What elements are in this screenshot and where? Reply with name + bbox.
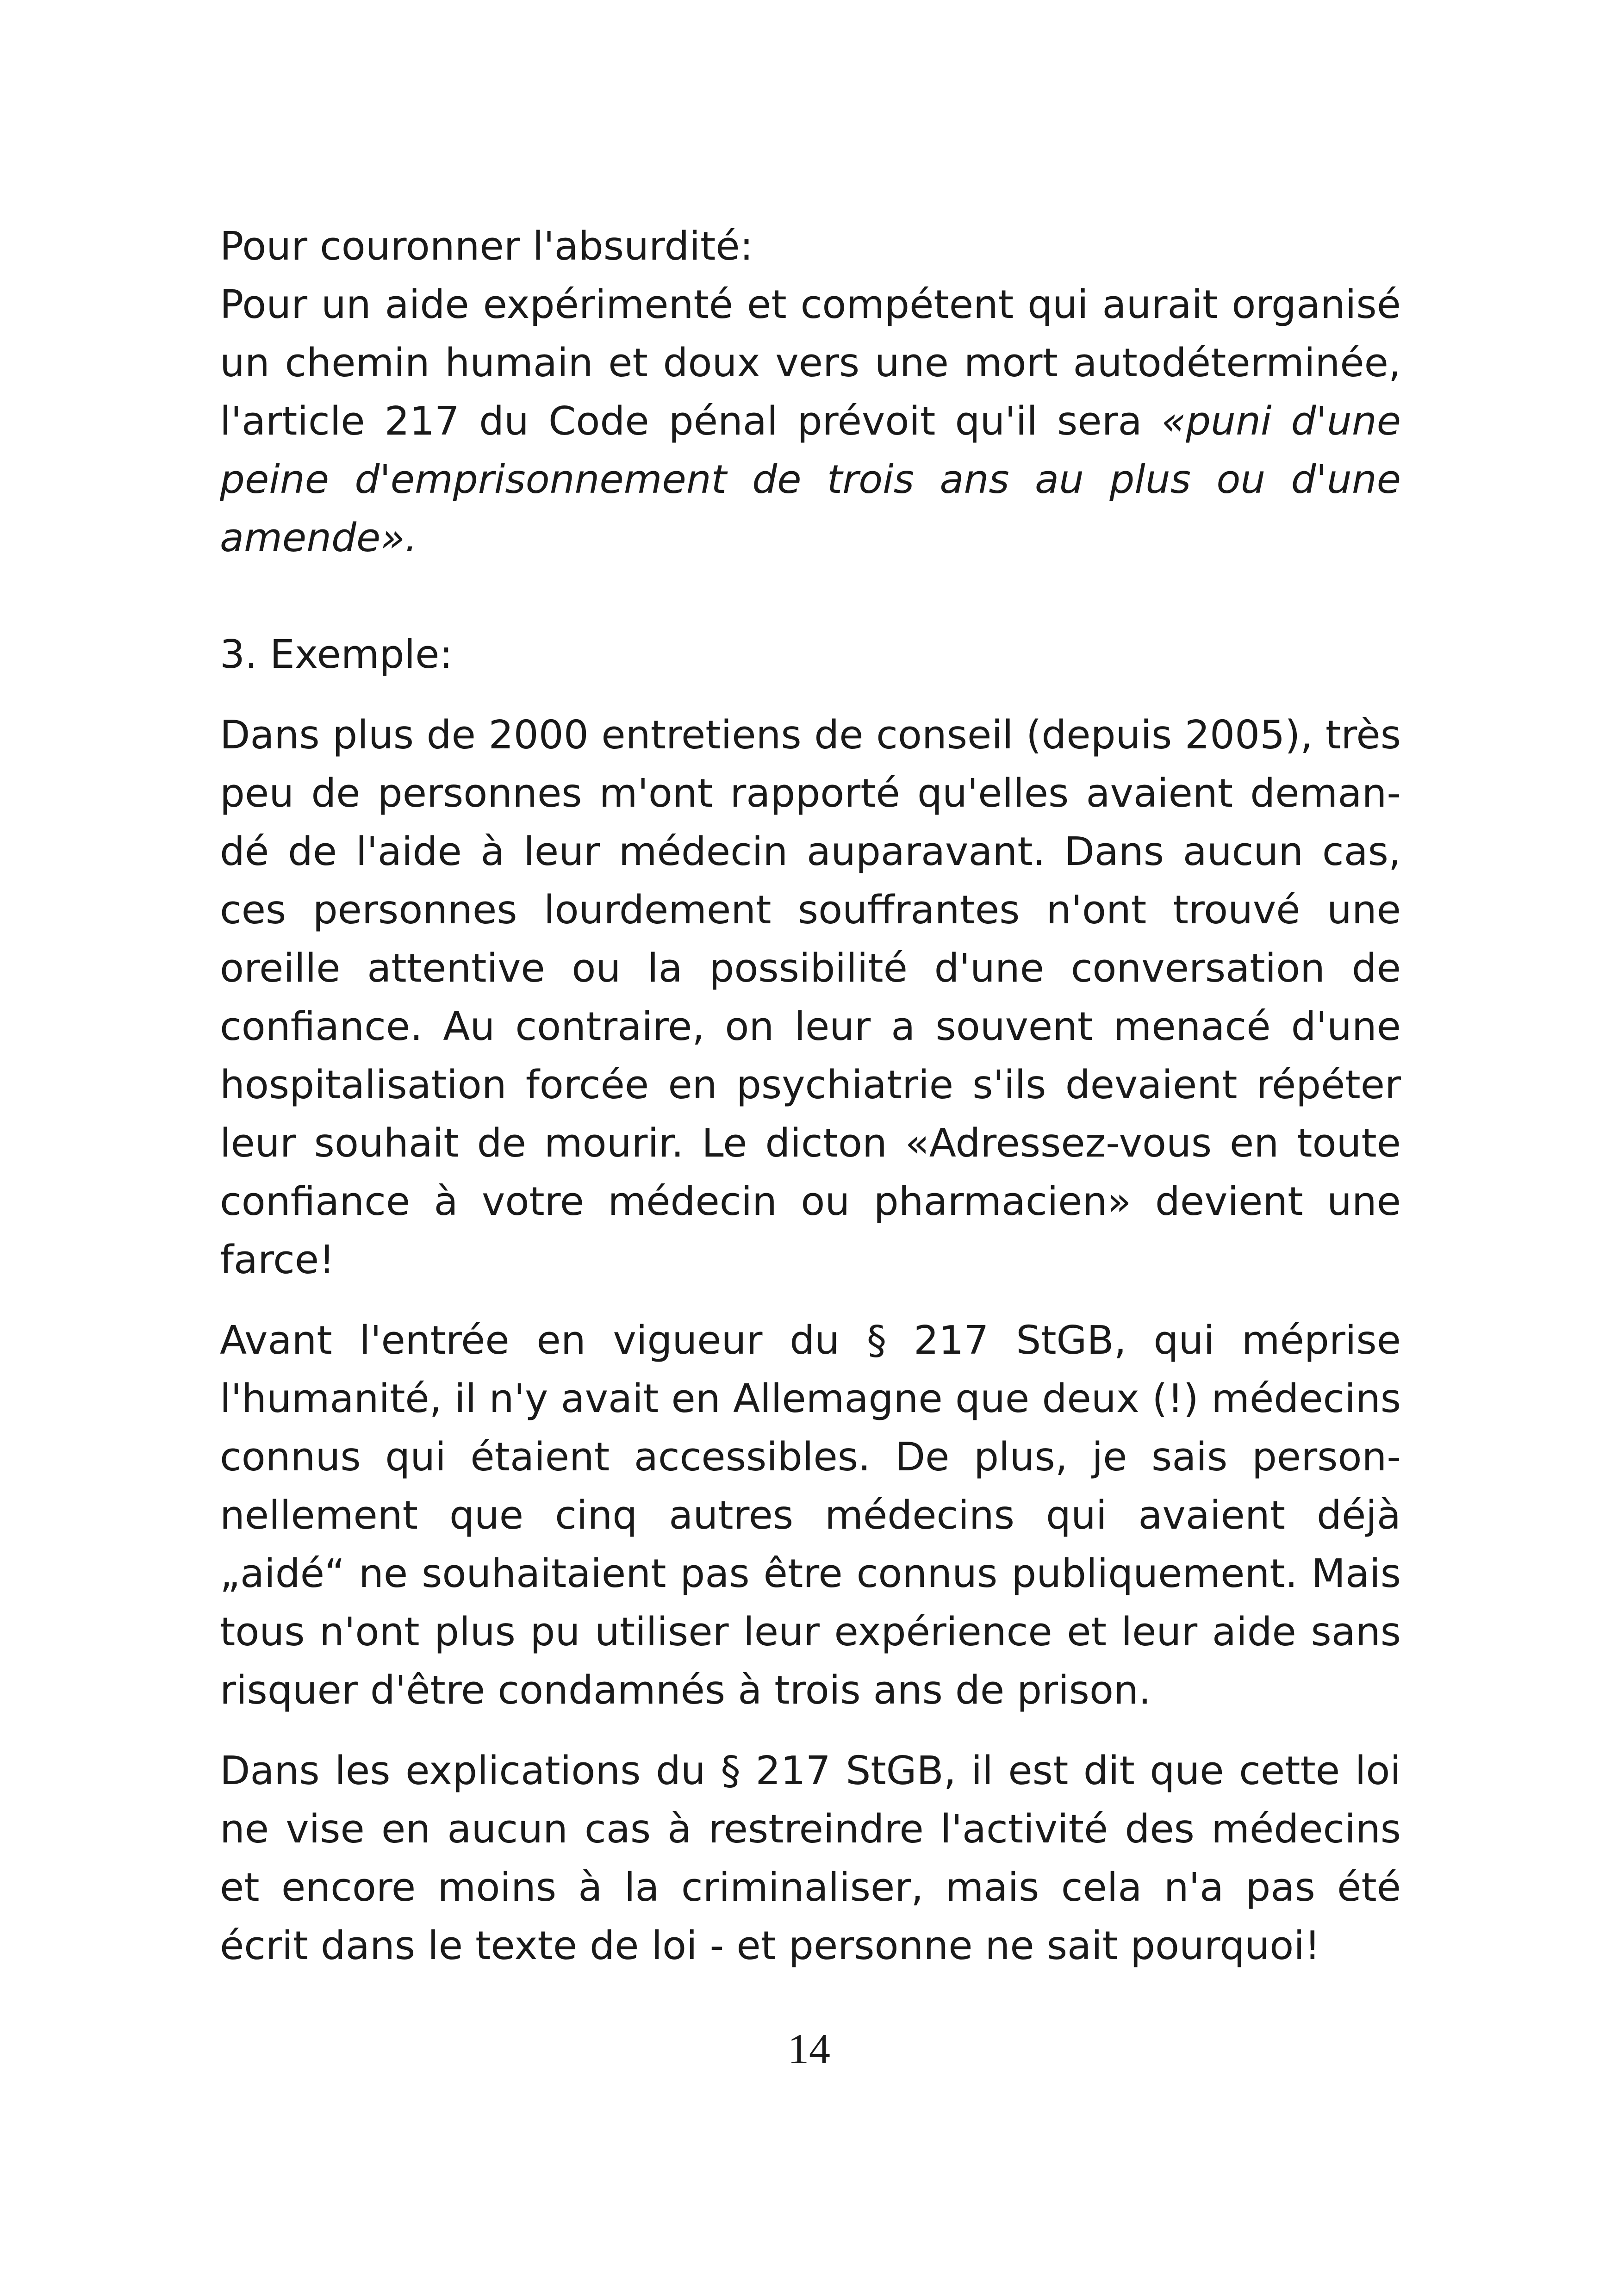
- paragraph-explanations: Dans les explications du § 217 StGB, il est dit que cette loi ne vise en aucun cas à restreindre l'activité des médecins et encore moins à la criminaliser, mais cela n'a pas été écrit dans le texte de loi - et personne ne sait pourquoi!: [220, 1748, 1401, 1969]
- paragraph-consultations: Dans plus de 2000 entretiens de conseil (depuis 2005), très peu de personnes m'ont rapporté qu'elles avaient demandé de l'aide à leur médecin auparavant. Dans aucun cas, ces personnes lourdement souffrantes n'ont trouvé une oreille attentive ou la possibilité d'une conversation de confiance. Au contraire, on leur a souvent menacé d'une hospitalisation forcée en psychiatrie s'ils devaient répéter leur souhait de mourir. Le dicton «Adressez-vous en toute confiance à votre médecin ou pharmacien» devient une farce!: [220, 712, 1401, 1283]
- section-heading: 3. Exemple:: [220, 632, 453, 678]
- body-text: [220, 218, 1401, 1975]
- legal-quote: «puni d'une peine d'emprisonnement de trois ans au plus ou d'une amende».: [220, 398, 1401, 561]
- paragraph-article-217: [220, 276, 1401, 567]
- paragraph-text: Pour un aide expérimenté et compétent qui aurait organisé un chemin humain et doux vers une mort autodéterminée, l'article 217 du Code pénal prévoit qu'il sera: [220, 282, 1401, 444]
- intro-line: Pour couronner l'absurdité:: [220, 224, 753, 269]
- page-number: 14: [788, 2025, 830, 2072]
- paragraph-doctors: Avant l'entrée en vigueur du § 217 StGB, qui méprise l'humanité, il n'y avait en Allemagne que deux (!) médecins connus qui étaient accessibles. De plus, je sais personnellement que cinq autres médecins qui avaient déjà „aidé“ ne souhaitaient pas être connus publiquement. Mais tous n'ont plus pu utiliser leur expérience et leur aide sans risquer d'être condamnés à trois ans de prison.: [220, 1318, 1401, 1713]
